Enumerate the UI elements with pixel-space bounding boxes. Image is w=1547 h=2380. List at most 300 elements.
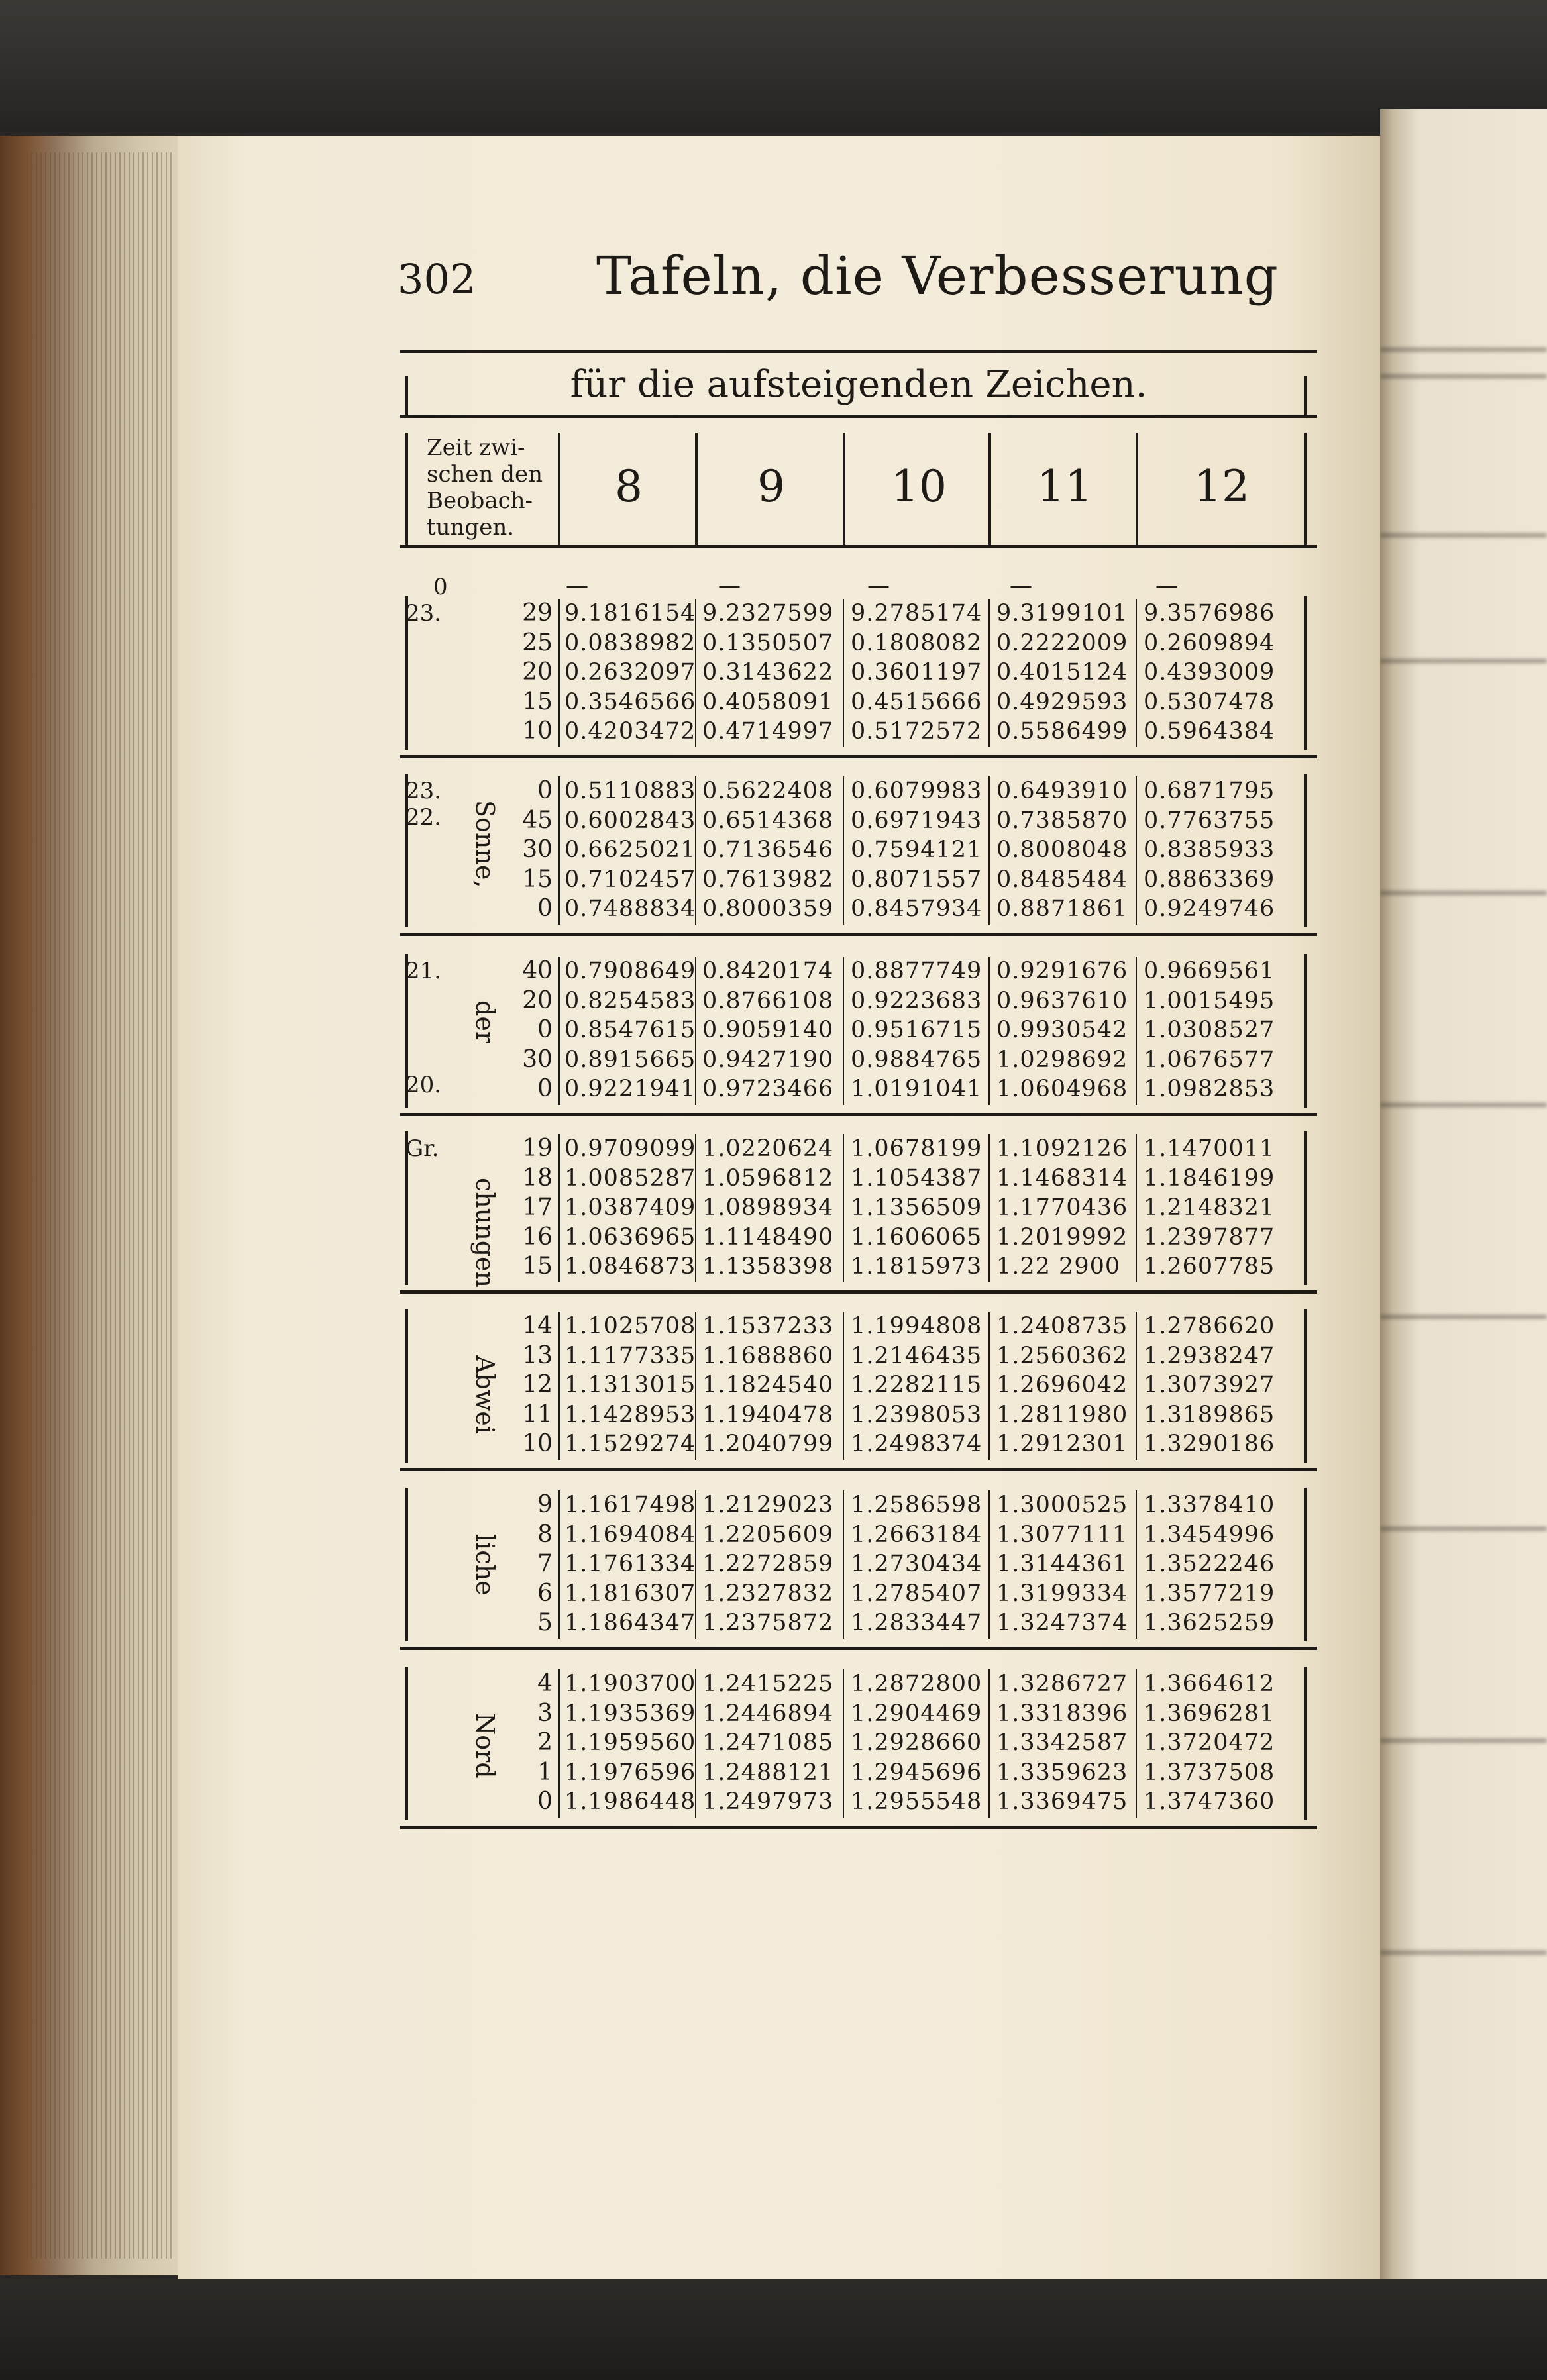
block-divider — [843, 599, 844, 747]
table-cell: 1.3290186 — [1144, 1431, 1275, 1457]
table-cell: 0.5586499 — [996, 718, 1128, 745]
facing-page-rule — [1380, 1951, 1547, 1955]
table-cell: 1.2872800 — [851, 1671, 983, 1697]
value-column — [851, 1134, 982, 1282]
block-divider — [843, 1490, 844, 1639]
minutes-value: 7 — [537, 1550, 553, 1577]
header-border — [1304, 433, 1307, 545]
minutes-value: 0 — [537, 1075, 553, 1102]
degree-label: Gr. — [405, 1135, 439, 1162]
value-column — [851, 1669, 982, 1817]
facing-page-rule — [1380, 374, 1547, 378]
table-cell: 0.5110883 — [564, 778, 696, 804]
block-border — [1304, 774, 1307, 927]
table-cell: 0.7488834 — [564, 896, 696, 922]
table-cell: 1.3286727 — [996, 1671, 1128, 1697]
table-cell: 1.3720472 — [1144, 1730, 1275, 1756]
value-column — [1144, 1669, 1275, 1817]
table-cell: 1.3747360 — [1144, 1788, 1275, 1815]
vertical-label: liche — [470, 1534, 500, 1596]
table-cell: 1.0015495 — [1144, 987, 1275, 1014]
value-column — [1144, 1490, 1275, 1638]
block-divider — [843, 1669, 844, 1818]
minutes-value: 9 — [537, 1491, 553, 1518]
table-cell: 0.8863369 — [1144, 866, 1275, 893]
top-marker: 0 — [433, 574, 448, 600]
table-cell: 1.2408735 — [996, 1313, 1128, 1339]
table-cell: 1.3369475 — [996, 1788, 1128, 1815]
table-cell: 1.0596812 — [702, 1164, 834, 1192]
block-divider — [558, 957, 560, 1105]
degree-label: 21. — [405, 958, 442, 984]
block-rule — [400, 1290, 1317, 1294]
table-cell: 1.2129023 — [702, 1492, 834, 1518]
table-cell: 1.2397877 — [1144, 1223, 1275, 1251]
column-header: 12 — [1194, 461, 1250, 512]
block-rule — [400, 755, 1317, 758]
table-cell: 1.2928660 — [851, 1730, 983, 1756]
minutes-value: 5 — [537, 1609, 553, 1636]
value-column — [996, 1490, 1128, 1638]
minutes-value: 11 — [522, 1400, 553, 1428]
table-cell: 1.2398053 — [851, 1401, 983, 1428]
table-cell: 1.0387409 — [564, 1194, 696, 1221]
table-cell: 9.2327599 — [702, 600, 834, 627]
minutes-value: 15 — [522, 688, 553, 715]
block-divider — [843, 776, 844, 925]
dash-mark: — — [1010, 572, 1032, 599]
table-cell: 0.3601197 — [851, 659, 983, 686]
minutes-value: 40 — [522, 957, 553, 984]
minutes-value: 30 — [522, 836, 553, 863]
table-block — [400, 1309, 1317, 1463]
table-block — [400, 1131, 1317, 1288]
table-cell: 1.3577219 — [1144, 1580, 1275, 1607]
value-column — [1144, 1312, 1275, 1459]
dash-mark: — — [1155, 572, 1178, 599]
table-cell: 0.3546566 — [564, 688, 696, 715]
table-cell: 0.6625021 — [564, 837, 696, 863]
table-cell: 0.4929593 — [996, 688, 1128, 715]
value-column — [996, 1312, 1128, 1459]
minutes-value: 17 — [522, 1194, 553, 1221]
value-column — [564, 957, 696, 1104]
block-border — [1304, 954, 1307, 1108]
table-cell: 1.1846199 — [1144, 1164, 1275, 1192]
table-cell: 0.7908649 — [564, 958, 696, 984]
table-cell: 0.9884765 — [851, 1046, 983, 1073]
block-divider — [843, 1312, 844, 1460]
facing-page-rule — [1380, 348, 1547, 352]
dash-mark: — — [566, 572, 588, 599]
table-cell: 1.0636965 — [564, 1223, 696, 1251]
minutes-value: 10 — [522, 1430, 553, 1457]
table-cell: 1.1358398 — [702, 1253, 834, 1280]
block-border — [405, 1309, 408, 1463]
minutes-value: 15 — [522, 1253, 553, 1280]
table-cell: 0.8420174 — [702, 958, 834, 984]
minutes-column — [506, 1669, 553, 1817]
value-column — [1144, 776, 1275, 924]
table-block — [400, 1488, 1317, 1641]
table-cell: 1.2560362 — [996, 1342, 1128, 1369]
header-divider — [843, 433, 845, 545]
block-divider — [558, 1134, 560, 1282]
block-divider — [1136, 1669, 1137, 1818]
table-cell: 1.2945696 — [851, 1759, 983, 1786]
table-cell: 1.1959560 — [564, 1730, 696, 1756]
minutes-value: 20 — [522, 658, 553, 686]
table-cell: 1.3199334 — [996, 1580, 1128, 1607]
table-cell: 1.2282115 — [851, 1372, 983, 1398]
table-cell: 0.5622408 — [702, 778, 834, 804]
facing-page-rule — [1380, 1527, 1547, 1531]
table-cell: 1.2607785 — [1144, 1253, 1275, 1280]
block-divider — [988, 599, 990, 747]
block-rule — [400, 1468, 1317, 1471]
table-cell: 0.7102457 — [564, 866, 696, 893]
table-cell: 1.2498374 — [851, 1431, 983, 1457]
table-block — [400, 596, 1317, 750]
value-column — [564, 1669, 696, 1817]
table-cell: 1.2446894 — [702, 1700, 834, 1727]
table-cell: 0.9723466 — [702, 1076, 834, 1102]
header-rule — [400, 545, 1317, 548]
table-cell: 0.1350507 — [702, 629, 834, 656]
table-cell: 0.8008048 — [996, 837, 1128, 863]
table-cell: 1.2327832 — [702, 1580, 834, 1607]
minutes-column — [506, 599, 553, 747]
table-cell: 1.3247374 — [996, 1610, 1128, 1636]
table-cell: 0.6971943 — [851, 807, 983, 834]
table-cell: 1.0604968 — [996, 1076, 1128, 1102]
block-border — [1304, 1488, 1307, 1641]
block-border — [1304, 596, 1307, 750]
degree-label: 23. — [405, 600, 442, 627]
table-cell: 1.2730434 — [851, 1551, 983, 1577]
table-cell: 1.3378410 — [1144, 1492, 1275, 1518]
table-cell: 1.1688860 — [702, 1342, 834, 1369]
table-cell: 1.2955548 — [851, 1788, 983, 1815]
minutes-value: 0 — [537, 895, 553, 922]
table-block — [400, 954, 1317, 1108]
table-cell: 1.2272859 — [702, 1551, 834, 1577]
background-bottom — [0, 2279, 1547, 2380]
table-cell: 1.1816307 — [564, 1580, 696, 1607]
value-column — [996, 599, 1128, 747]
table-cell: 0.8871861 — [996, 896, 1128, 922]
facing-page-rule — [1380, 533, 1547, 537]
table-cell: 1.1935369 — [564, 1700, 696, 1727]
table-cell: 1.3144361 — [996, 1551, 1128, 1577]
table-cell: 0.7613982 — [702, 866, 834, 893]
table-cell: 0.7763755 — [1144, 807, 1275, 834]
minutes-value: 0 — [537, 1788, 553, 1815]
block-divider — [1136, 957, 1137, 1105]
table-cell: 0.6079983 — [851, 778, 983, 804]
table-cell: 0.4203472 — [564, 718, 696, 745]
table-cell: 1.0898934 — [702, 1194, 834, 1221]
value-column — [1144, 1134, 1275, 1282]
table-cell: 1.2488121 — [702, 1759, 834, 1786]
value-column — [564, 1312, 696, 1459]
block-divider — [988, 1490, 990, 1639]
block-divider — [843, 957, 844, 1105]
minutes-column — [506, 776, 553, 924]
table-cell: 1.0846873 — [564, 1253, 696, 1280]
table-cell: 1.1148490 — [702, 1223, 834, 1251]
table-cell: 1.2833447 — [851, 1610, 983, 1636]
table-cell: 0.8254583 — [564, 987, 696, 1014]
value-column — [702, 1134, 833, 1282]
table-cell: 0.9930542 — [996, 1017, 1128, 1043]
table-cell: 0.8485484 — [996, 866, 1128, 893]
table-cell: 1.2146435 — [851, 1342, 983, 1369]
value-column — [564, 776, 696, 924]
table-cell: 1.0191041 — [851, 1076, 983, 1102]
value-column — [702, 776, 833, 924]
table-cell: 1.1529274 — [564, 1431, 696, 1457]
table-cell: 0.9427190 — [702, 1046, 834, 1073]
table-cell: 1.1356509 — [851, 1194, 983, 1221]
table-cell: 1.1864347 — [564, 1610, 696, 1636]
block-divider — [988, 957, 990, 1105]
table-cell: 0.8000359 — [702, 896, 834, 922]
table-cell: 0.4714997 — [702, 718, 834, 745]
block-border — [1304, 1667, 1307, 1820]
minutes-value: 14 — [522, 1312, 553, 1339]
header-divider — [695, 433, 698, 545]
value-column — [851, 1312, 982, 1459]
value-column — [702, 957, 833, 1104]
table-cell: 1.1025708 — [564, 1313, 696, 1339]
table-cell: 1.3664612 — [1144, 1671, 1275, 1697]
table-cell: 0.8457934 — [851, 896, 983, 922]
table-cell: 1.2040799 — [702, 1431, 834, 1457]
column-header: 8 — [615, 461, 643, 512]
facing-page-rule — [1380, 1739, 1547, 1743]
table-cell: 0.6871795 — [1144, 778, 1275, 804]
table-title: für die aufsteigenden Zeichen. — [570, 363, 1147, 406]
minutes-value: 6 — [537, 1579, 553, 1607]
table-cell: 1.2785407 — [851, 1580, 983, 1607]
table-cell: 1.3000525 — [996, 1492, 1128, 1518]
minutes-value: 25 — [522, 629, 553, 656]
block-divider — [1136, 1312, 1137, 1460]
minutes-value: 2 — [537, 1729, 553, 1756]
block-divider — [1136, 599, 1137, 747]
column-header: 9 — [757, 461, 785, 512]
block-divider — [843, 1134, 844, 1282]
value-column — [1144, 957, 1275, 1104]
table-cell: 0.8547615 — [564, 1017, 696, 1043]
block-rule — [400, 1113, 1317, 1116]
table-cell: 1.3522246 — [1144, 1551, 1275, 1577]
table-cell: 1.2019992 — [996, 1223, 1128, 1251]
value-column — [1144, 599, 1275, 747]
table-cell: 1.2415225 — [702, 1671, 834, 1697]
degree-label: 23. — [405, 778, 442, 804]
table-cell: 1.2663184 — [851, 1521, 983, 1548]
table-cell: 1.1815973 — [851, 1253, 983, 1280]
value-column — [996, 776, 1128, 924]
header-border — [405, 433, 408, 545]
minutes-value: 1 — [537, 1758, 553, 1786]
table-cell: 0.7385870 — [996, 807, 1128, 834]
table-cell: 1.1470011 — [1144, 1135, 1275, 1162]
header-divider — [558, 433, 560, 545]
corner-header-line: Beobach- — [427, 488, 533, 514]
table-cell: 1.0982853 — [1144, 1076, 1275, 1102]
running-head: Tafeln, die Verbesserung — [596, 245, 1279, 307]
table-cell: 9.3576986 — [1144, 600, 1275, 627]
table-cell: 1.2148321 — [1144, 1194, 1275, 1221]
block-rule — [400, 1826, 1317, 1829]
table-cell: 0.4393009 — [1144, 659, 1275, 686]
table-cell: 0.4058091 — [702, 688, 834, 715]
table-cell: 1.2375872 — [702, 1610, 834, 1636]
table-cell: 1.1940478 — [702, 1401, 834, 1428]
degree-label: 20. — [405, 1072, 442, 1098]
table-cell: 1.1761334 — [564, 1551, 696, 1577]
column-header: 10 — [891, 461, 947, 512]
table-cell: 1.1054387 — [851, 1164, 983, 1192]
minutes-value: 30 — [522, 1045, 553, 1073]
table-cell: 1.2938247 — [1144, 1342, 1275, 1369]
facing-page — [1380, 109, 1547, 2279]
table-cell: 1.1537233 — [702, 1313, 834, 1339]
block-divider — [558, 599, 560, 747]
block-divider — [558, 1669, 560, 1818]
table-cell: 1.3318396 — [996, 1700, 1128, 1727]
degree-label: 22. — [405, 804, 442, 831]
table-cell: 0.3143622 — [702, 659, 834, 686]
minutes-column — [506, 1312, 553, 1459]
minutes-value: 13 — [522, 1341, 553, 1369]
column-header: 11 — [1037, 461, 1093, 512]
table-cell: 0.6493910 — [996, 778, 1128, 804]
table-block — [400, 1667, 1317, 1820]
table-cell: 0.8877749 — [851, 958, 983, 984]
table-cell: 1.2912301 — [996, 1431, 1128, 1457]
header-divider — [1136, 433, 1138, 545]
table-cell: 1.1770436 — [996, 1194, 1128, 1221]
table-cell: 0.2609894 — [1144, 629, 1275, 656]
table-cell: 0.9516715 — [851, 1017, 983, 1043]
table-cell: 0.8385933 — [1144, 837, 1275, 863]
block-border — [405, 1488, 408, 1641]
table-cell: 1.2904469 — [851, 1700, 983, 1727]
minutes-value: 10 — [522, 717, 553, 745]
table-cell: 1.1092126 — [996, 1135, 1128, 1162]
table-cell: 1.3189865 — [1144, 1401, 1275, 1428]
table-cell: 1.0678199 — [851, 1135, 983, 1162]
table-cell: 0.9223683 — [851, 987, 983, 1014]
table-cell: 0.8071557 — [851, 866, 983, 893]
vertical-label: Abwei — [470, 1355, 500, 1434]
block-border — [1304, 1309, 1307, 1463]
table-cell: 0.9637610 — [996, 987, 1128, 1014]
block-divider — [988, 1312, 990, 1460]
table-cell: 0.5172572 — [851, 718, 983, 745]
table-cell: 0.7136546 — [702, 837, 834, 863]
value-column — [564, 599, 696, 747]
table-cell: 1.0220624 — [702, 1135, 834, 1162]
table-cell: 1.1468314 — [996, 1164, 1128, 1192]
table-cell: 1.0298692 — [996, 1046, 1128, 1073]
title-rule — [400, 415, 1317, 418]
value-column — [564, 1490, 696, 1638]
value-column — [702, 1669, 833, 1817]
value-column — [851, 599, 982, 747]
block-rule — [400, 933, 1317, 936]
table-cell: 0.9709099 — [564, 1135, 696, 1162]
facing-page-rule — [1380, 1103, 1547, 1107]
facing-page-rule — [1380, 659, 1547, 663]
page-edge-lines — [27, 152, 172, 2259]
table-cell: 0.0838982 — [564, 629, 696, 656]
minutes-value: 3 — [537, 1699, 553, 1727]
table-cell: 1.1606065 — [851, 1223, 983, 1251]
minutes-value: 16 — [522, 1223, 553, 1251]
minutes-value: 0 — [537, 777, 553, 804]
table-cell: 1.3625259 — [1144, 1610, 1275, 1636]
table-cell: 1.3737508 — [1144, 1759, 1275, 1786]
table-cell: 1.1428953 — [564, 1401, 696, 1428]
value-column — [851, 957, 982, 1104]
table-cell: 1.2696042 — [996, 1372, 1128, 1398]
value-column — [702, 1490, 833, 1638]
minutes-value: 20 — [522, 986, 553, 1014]
block-divider — [1136, 1490, 1137, 1639]
vertical-label: chungen — [470, 1178, 500, 1288]
minutes-column — [506, 957, 553, 1104]
value-column — [996, 1669, 1128, 1817]
table-cell: 0.8766108 — [702, 987, 834, 1014]
block-divider — [558, 1312, 560, 1460]
value-column — [564, 1134, 696, 1282]
table-cell: 0.6514368 — [702, 807, 834, 834]
corner-header-line: tungen. — [427, 514, 515, 541]
minutes-value: 18 — [522, 1164, 553, 1192]
table-cell: 1.1976596 — [564, 1759, 696, 1786]
table-cell: 1.1694084 — [564, 1521, 696, 1548]
table-cell: 0.9669561 — [1144, 958, 1275, 984]
table-cell: 0.8915665 — [564, 1046, 696, 1073]
vertical-label: Sonne, — [470, 800, 500, 888]
corner-header-line: Zeit zwi- — [427, 435, 525, 461]
table-cell: 1.2471085 — [702, 1730, 834, 1756]
table-cell: 1.1177335 — [564, 1342, 696, 1369]
table-cell: 0.4515666 — [851, 688, 983, 715]
table-cell: 1.3073927 — [1144, 1372, 1275, 1398]
table-cell: 0.7594121 — [851, 837, 983, 863]
table-cell: 1.1617498 — [564, 1492, 696, 1518]
vertical-label: Nord — [470, 1713, 500, 1779]
value-column — [702, 599, 833, 747]
table-cell: 1.0308527 — [1144, 1017, 1275, 1043]
corner-header-line: schen den — [427, 461, 543, 488]
table-cell: 1.1994808 — [851, 1313, 983, 1339]
vertical-label: der — [470, 1000, 500, 1043]
table-cell: 1.1313015 — [564, 1372, 696, 1398]
block-divider — [988, 1134, 990, 1282]
table-cell: 9.2785174 — [851, 600, 983, 627]
table-cell: 1.1903700 — [564, 1671, 696, 1697]
table-top-rule — [400, 350, 1317, 353]
table-cell: 1.3342587 — [996, 1730, 1128, 1756]
block-rule — [400, 1647, 1317, 1650]
